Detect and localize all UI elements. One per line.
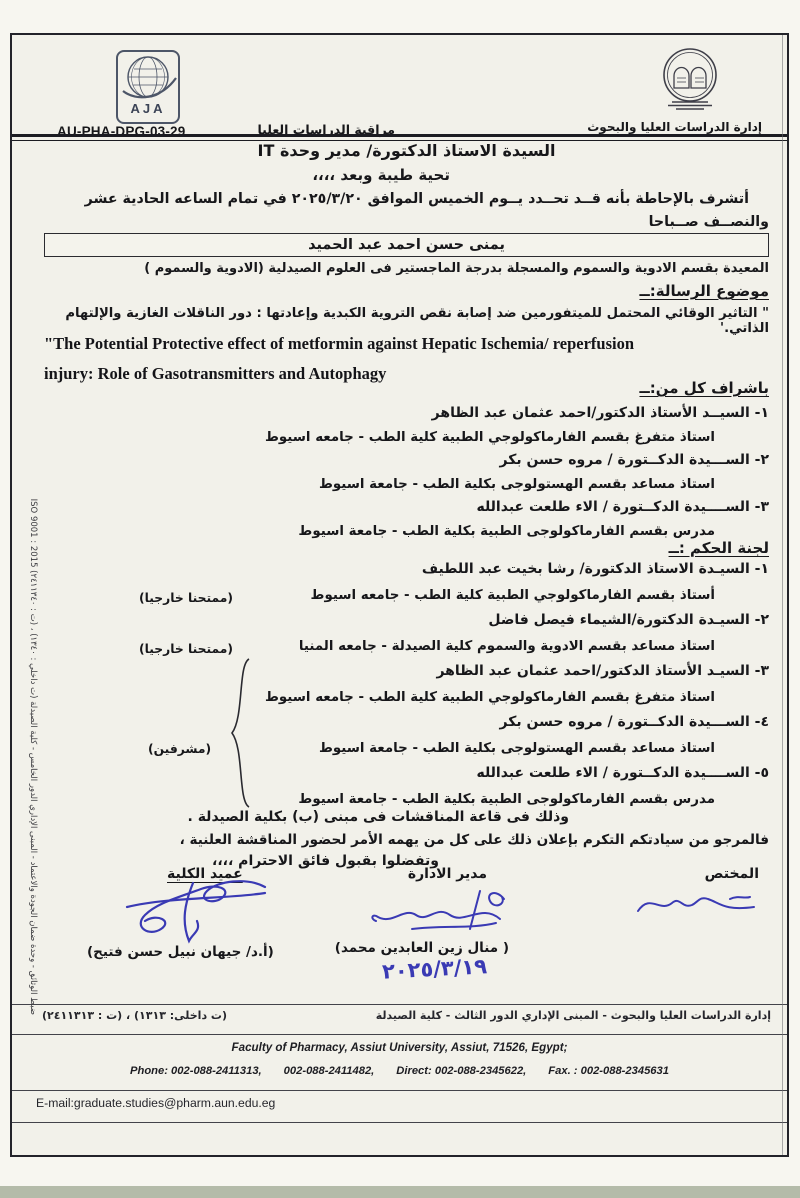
- committee-member-title: استاذ مساعد بقسم الهستولوجى بكلية الطب - جامعة اسيوط: [318, 740, 715, 756]
- list-item: [44, 557, 769, 583]
- item-number: ٣-: [754, 499, 769, 515]
- aja-accreditation-logo-icon: [115, 49, 181, 129]
- external-examiner-annotation: (ممتحنا خارجيا): [139, 591, 233, 605]
- footer-address-arabic: إدارة الدراسات العليا والبحوث - المبنى الإداري الدور الثالث - كلية الصيدلة: [375, 1009, 771, 1022]
- dean-signature: [97, 873, 272, 952]
- supervisor-title: استاذ مساعد بقسم الهستولوجى بكلية الطب - جامعة اسيوط: [318, 476, 715, 492]
- committee-member-title: أستاذ بقسم الفارماكولوجي الطبية كلية الطب - جامعه اسيوط: [310, 587, 715, 603]
- committee-list: [44, 557, 769, 813]
- committee-member-name: الســــيدة الدكــتورة / الاء طلعت عبدالله: [476, 765, 750, 781]
- subject-heading: موضوع الرسالة:ــ: [639, 282, 769, 300]
- list-item: [44, 402, 769, 426]
- dean-label: عميد الكلية: [167, 866, 243, 882]
- committee-member-title: مدرس بقسم الفارماكولوجى الطبية بكلية الطب - جامعة اسيوط: [298, 791, 715, 807]
- supervisor-name: الســـيدة الدكــتورة / مروه حسن بكر: [499, 452, 750, 468]
- list-item: [44, 496, 769, 520]
- supervisor-name: السيــد الأستاذ الدكتور/احمد عثمان عبد الظاهر: [431, 405, 750, 421]
- candidate-description: المعيدة بقسم الادوية والسموم والمسجلة بدرجة الماجستير فى العلوم الصيدلية (الادوية والسموم ): [144, 261, 769, 276]
- footer-divider: [12, 1090, 787, 1091]
- footer-divider: [12, 1034, 787, 1035]
- thesis-title-english-line-2: injury: Role of Gasotransmitters and Autophagy: [44, 364, 387, 383]
- committee-member-name: السيـدة الدكتورة/الشيماء فيصل فاضل: [488, 612, 750, 628]
- committee-heading: لجنة الحكم :ــ: [668, 539, 769, 557]
- intro-line-1: أتشرف بالإحاطة بأنه قــد تحــدد يــوم الخميس الموافق ٢٠٢٥/٣/٢٠ في تمام الساعه الحادية عشر والنصــف صــباحا: [84, 191, 769, 230]
- venue-line: وذلك فى قاعة المناقشات فى مبنى (ب) بكلية الصيدلة .: [187, 809, 569, 825]
- addressee-line: السيدة الاستاذ الدكتورة/ مدير وحدة IT: [257, 141, 556, 160]
- footer-arabic-row: [42, 1009, 771, 1022]
- specialist-label: المختص: [704, 866, 759, 882]
- university-emblem-icon: [648, 47, 732, 117]
- aja-logo-text: AJA: [130, 101, 166, 116]
- footer-divider: [12, 1004, 787, 1005]
- list-item: [44, 449, 769, 473]
- footer-phone: Phone: 002-088-2411313,: [130, 1065, 262, 1077]
- university-department-caption: إدارة الدراسات العليا والبحوث: [587, 120, 762, 134]
- document-code: AU-PHA-DPG-03-29: [57, 124, 186, 139]
- announcement-request-line: فالمرجو من سيادتكم التكرم بإعلان ذلك على كل من يهمه الأمر لحضور المناقشة العلنية ،: [179, 832, 769, 848]
- committee-member-title: استاذ مساعد بقسم الادوية والسموم كلية الصيدلة - جامعه المنيا: [298, 638, 715, 654]
- dean-name: (أ.د/ جيهان نبيل حسن فتيح): [87, 944, 274, 960]
- item-number: ١-: [754, 561, 769, 577]
- specialist-signature: [632, 881, 762, 925]
- item-number: ٢-: [754, 452, 769, 468]
- footer-email: E-mail:graduate.studies@pharm.aun.edu.eg: [36, 1096, 276, 1110]
- footer-fax: Fax. : 002-088-2345631: [548, 1065, 669, 1077]
- header-center-caption: مراقبة الدراسات العليا: [257, 122, 395, 137]
- footer-phones-english: [12, 1065, 787, 1077]
- supervisors-brace: [227, 657, 255, 819]
- list-item: [44, 710, 769, 736]
- item-number: ٣-: [754, 663, 769, 679]
- footer-phone: 002-088-2411482,: [283, 1065, 375, 1077]
- supervisor-name: الســــيدة الدكــتورة / الاء طلعت عبدالله: [476, 499, 750, 515]
- item-number: ١-: [754, 405, 769, 421]
- committee-member-name: السيـد الأستاذ الدكتور/احمد عثمان عبد الظاهر: [436, 663, 750, 679]
- item-number: ٢-: [754, 612, 769, 628]
- scan-edge-strip: [0, 1186, 800, 1198]
- director-name: ( منال زين العابدين محمد): [334, 940, 509, 956]
- closing-line: وتفضلوا بقبول فائق الاحترام ،،،،: [212, 853, 439, 869]
- footer-address-english: Faculty of Pharmacy, Assiut University, Assiut, 71526, Egypt;: [231, 1041, 568, 1054]
- item-number: ٥-: [754, 765, 769, 781]
- footer-phones-arabic: (ت داخلى: ١٣١٣) ، (ت : ٢٤١١٣١٣): [42, 1009, 228, 1022]
- thesis-title-arabic: " التاثير الوقائي المحتمل للميتفورمين ضد إصابة نقص التروية الكبدية وإعادتها : دور الناقلات الغازية والإلتهام الذاتي.': [65, 306, 769, 336]
- candidate-name-box: يمنى حسن احمد عبد الحميد: [44, 233, 769, 257]
- director-label: مدير الادارة: [407, 866, 487, 882]
- committee-member-name: الســـيدة الدكــتورة / مروه حسن بكر: [499, 714, 750, 730]
- document-frame: [10, 33, 789, 1157]
- committee-member-title: استاذ متفرغ بقسم الفارماكولوجي الطبية كلية الطب - جامعه اسيوط: [265, 689, 715, 705]
- greeting-line: تحية طيبة وبعد ،،،،: [312, 166, 450, 184]
- item-number: ٤-: [754, 714, 769, 730]
- director-signature: [362, 885, 512, 947]
- list-item: [44, 761, 769, 787]
- external-examiner-annotation: (ممتحنا خارجيا): [139, 642, 233, 656]
- footer-phone: Direct: 002-088-2345622,: [396, 1065, 527, 1077]
- supervisor-title: مدرس بقسم الفارماكولوجى الطبية بكلية الطب - جامعة اسيوط: [298, 523, 715, 539]
- footer-divider: [12, 1122, 787, 1123]
- side-vertical-quality-unit-text: ضبط الوثائق - وحدة ضمان الجودة والاعتماد - المبنى الإداري الدور الخامس - كلية الصيدلة (ت داخلي : ١٣٤٠) ، (ت : ٢٤١١٣٤٠) ISO 9001 : 2015: [28, 498, 38, 1015]
- list-item: [44, 659, 769, 685]
- supervisor-title: استاذ متفرغ بقسم الفارماكولوجي الطبية كلية الطب - جامعه اسيوط: [265, 429, 715, 445]
- committee-member-name: السيـدة الاستاذ الدكتورة/ رشا بخيت عبد اللطيف: [421, 561, 750, 577]
- handwritten-date: ٢٠٢٥/٣/١٩: [381, 954, 488, 984]
- supervision-heading: باشراف كل من:ــ: [639, 379, 769, 397]
- supervisors-annotation: (مشرفين): [148, 742, 212, 756]
- supervisors-list: [44, 402, 769, 543]
- header-divider: [12, 134, 787, 141]
- thesis-title-english-line-1: "The Potential Protective effect of metformin against Hepatic Ischemia/ reperfusion: [44, 334, 635, 353]
- list-item: [44, 608, 769, 634]
